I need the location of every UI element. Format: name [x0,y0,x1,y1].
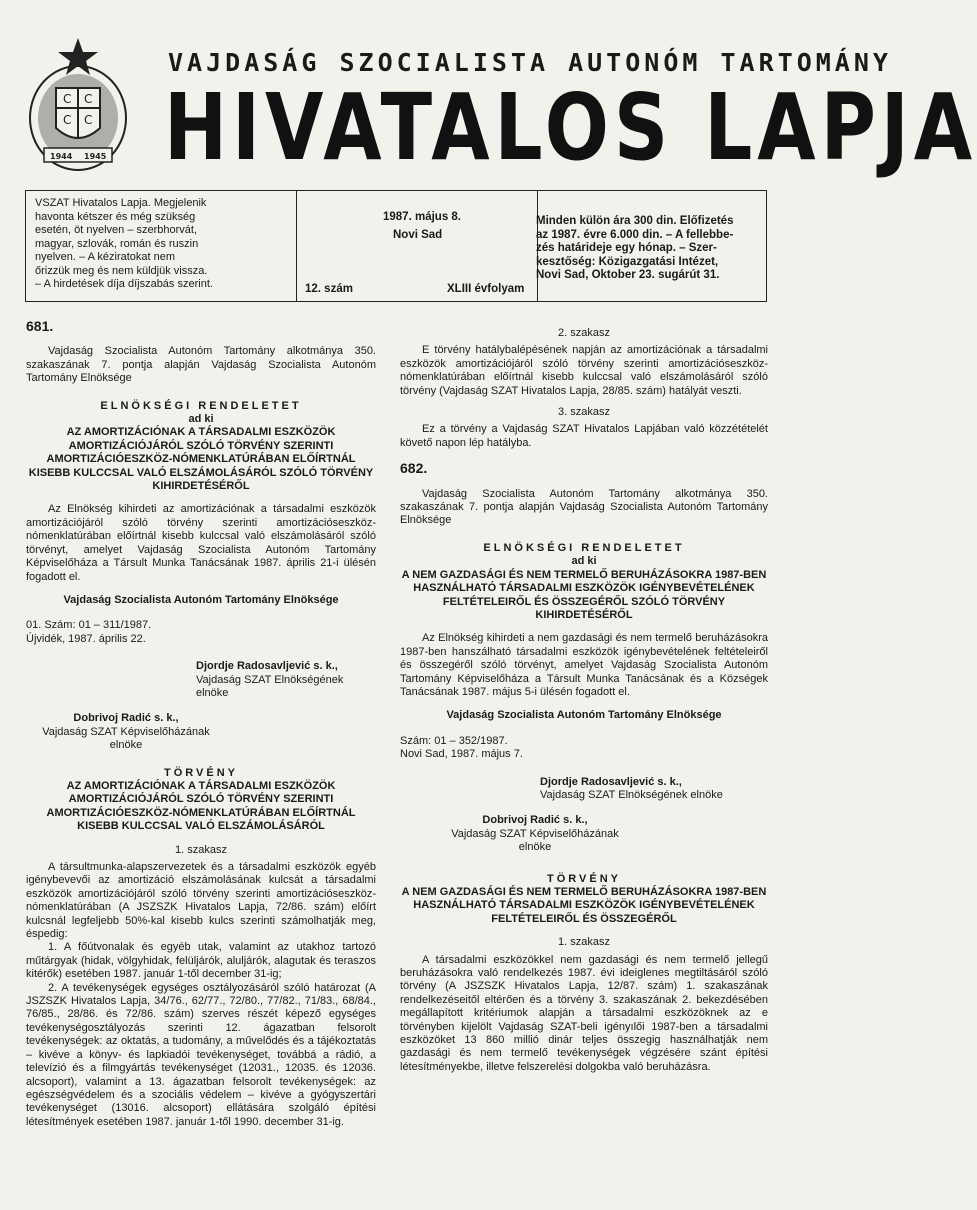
section-2-heading: 2. szakasz [558,327,610,339]
place-date-682: Novi Sad, 1987. május 7. [400,748,523,761]
masthead-title: HIVATALOS LAPJA [164,74,977,181]
law-title: AZ AMORTIZÁCIÓNAK A TÁRSADALMI ESZKÖZÖK AMORTIZÁCIÓJÁRÓL SZÓLÓ TÖRVÉNY SZERINTI AMORTIZÁCIÓESZKÖZ-NÓMENKLATÚRÁBAN ELŐÍRTNÁL KISEBB KULCCSAL VALÓ ELSZÁMOLÁSÁRÓL [46,779,356,833]
issue-info [296,191,538,301]
signature-1-682: Djordje Radosavljević s. k., Vajdaság SZAT Elnökségének elnöke [540,775,723,801]
section-1-item-1: 1. A főútvonalak és egyéb utak, valamint az utakhoz tartozó műtárgyak (hidak, völgyhidak, felüljárók, aluljárók, alagutak és teraszos kitérők) esetében 1987. január 1-től december 31-ig; [26,941,376,981]
item-number-682: 682. [400,460,428,477]
issue-number: 12. szám [305,283,353,295]
left-column [26,320,376,1129]
decree-body-682: Az Elnökség kihirdeti a nem gazdasági és nem termelő beruházásokra 1987-ben hanszálható társadalmi eszközök igénybevételének feltételeiről és összegéről szóló törvényt, amelyet Vajdaság Szocialista Autonóm Tartomány Képviselőháza a Társult Munka Tanácsának és a Községek Tanácsának 1987. május 5-i ülésén fogadott el. [400,632,768,698]
subscription-info: Minden külön ára 300 din. Előfizetés az 1987. évre 6.000 din. – A fellebbe- zés határideje egy hónap. – Szer- kesztőség: Közigazgatási Intézet, Novi Sad, Oktober 23. sugárút 31. [536,215,734,281]
preamble-682: Vajdaság Szocialista Autonóm Tartomány alkotmánya 350. szakaszának 7. pontja alapján Vajdaság Szocialista Autonóm Tartomány Elnöksége [400,487,768,527]
svg-text:C: C [63,113,72,127]
section-1-heading: 1. szakasz [175,843,227,856]
signature-2: Dobrivoj Radić s. k., Vajdaság SZAT Képviselőházának elnöke [42,712,210,752]
issue-date: 1987. május 8. [383,211,461,223]
ad-ki: ad ki [188,413,214,426]
place-date: Újvidék, 1987. április 22. [26,632,146,645]
section-1-body: A társultmunka-alapszervezetek és a társadalmi eszközök egyéb igénybevevői az amortizáció elszámolásának kulcsát a társadalmi eszközök amortizációjáról szóló törvény szerinti amortizációseszköz-nómenklatúrában (A JSZSZK Hivatalos Lapja, 72/86. szám) előírt kulcsnál legfeljebb 50%-kal kisebb kulcs szerinti számolhatják meg, éspedig: [26,861,376,941]
issue-place: Novi Sad [393,229,443,241]
law-heading-682: TÖRVÉNY [547,872,621,885]
signature-1: Djordje Radosavljević s. k., Vajdaság SZAT Elnökségének elnöke [196,660,344,699]
masthead-supertitle: VAJDASÁG SZOCIALISTA AUTONÓM TARTOMÁNY [168,48,892,77]
ad-ki-682: ad ki [571,555,597,568]
coat-of-arms-emblem [26,36,130,176]
section-1-item-2: 2. A tevékenységek egységes osztályozásáról szóló határozat (A JSZSZK Hivatalos Lapja, 34/76., 62/77., 72/80., 77/82., 71/83., 68/84., 76/85., 28/86. és 72/86. szám) szerves részét képező egységes tevékenységosztályozás szerinti 12. ágazatban felsorolt tevékenységek: az oktatás, a tudomány, a művelődés és a tájékoztatás – kivéve a könyv- és lapkiadói tevékenységet, továbbá a rádió, a televízió és a filmgyártás tevékenységet (12031., 12035. és 12036. alcsoport), valamint a 13. ágazatban felsorolt tevékenységek: az egészségvédelem és a szociális védelem – kivéve a gyógyszertári tevékenységet (13016. alcsoport) ellátására szolgáló építési létesítmények esetében 1987. január 1-től 1990. december 31-ig. [26,981,376,1128]
decree-title-682: A NEM GAZDASÁGI ÉS NEM TERMELŐ BERUHÁZÁSOKRA 1987-BEN HASZNÁLHATÓ TÁRSADALMI ESZKÖZÖK IGÉNYBEVÉTELÉNEK FELTÉTELEIRŐL ÉS ÖSSZEGÉRŐL SZÓLÓ TÖRVÉNY KIHIRDETÉSÉRŐL [401,568,767,621]
issue-volume: XLIII évfolyam [447,283,525,295]
law-heading: TÖRVÉNY [164,766,238,779]
svg-text:C: C [84,92,93,106]
decree-title: AZ AMORTIZÁCIÓNAK A TÁRSADALMI ESZKÖZÖK AMORTIZÁCIÓJÁRÓL SZÓLÓ TÖRVÉNY SZERINTI AMORTIZÁCIÓESZKÖZ-NÓMENKLATÚRÁBAN ELŐÍRTNÁL KISEBB KULCCSAL VALÓ ELSZÁMOLÁSÁRÓL SZÓLÓ TÖRVÉNY KIHIRDETÉSÉRŐL [28,426,374,493]
item-number-681: 681. [26,318,54,334]
section-1-body-682: A társadalmi eszközökkel nem gazdasági és nem termelő jellegű beruházásokra való rendelkezés 1987. évi ideiglenes megtiltásáról szóló törvény (A JSZSZK Hivatalos Lapja, 12/87. szám) 1. szakaszának rendelkezéseitől eltérően és a törvény 3. szakaszának 2. bekezdésében megállapított kritériumok alapján a társadalmi eszközöknek az e törvényben kijelölt Vajdaság SZAT-beli igényılői 1987-ben a társadalmi eszközöket 13 860 millió dinár teljes összegig használhatják nem gazdasági és nem termelő tevékenységek végzésére szánt építési létesítményekbe, illetve felszerelési dolgokba való beruházásra. [400,953,768,1073]
section-1-heading-682: 1. szakasz [558,936,610,949]
emblem-year-right: 1945 [84,152,107,161]
publication-notice: VSZAT Hivatalos Lapja. Megjelenik havonta kétszer és még szükség esetén, öt nyelven – szerbhorvát, magyar, szlovák, román és ruszin nyelven. – A kéziratokat nem őrizzük meg és nem küldjük vissza. – A hirdetések díja díjszabás szerint. [35,197,213,290]
preamble: Vajdaság Szocialista Autonóm Tartomány alkotmánya 350. szakaszának 7. pontja alapján Vajdaság Szocialista Autonóm Tartomány Elnöksége [26,345,376,385]
decree-body: Az Elnökség kihirdeti az amortizációnak a társadalmi eszközök amortizációjáról szóló törvény szerinti amortizációseszköz-nómenklatúrában előírtnál kisebb kulccsal való elszámolásáról szóló törvényt, amelyet Vajdaság Szocialista Autonóm Tartomány Képviselőháza a Társult Munka Tanácsának 1987. április 21-i ülésén fogadott el. [26,503,376,583]
section-3-heading: 3. szakasz [558,406,610,419]
section-2-body: E törvény hatálybalépésének napján az amortizációnak a társadalmi eszközök amortizációjáról szóló törvény szerinti amortizációseszköz-nómenklatúrában előírtnál kisebb kulccsal való elszámolásáról szóló törvény (Vajdaság SZAT Hivatalos Lapja, 28/85. szám) hatályát veszti. [400,344,768,397]
law-title-682: A NEM GAZDASÁGI ÉS NEM TERMELŐ BERUHÁZÁSOKRA 1987-BEN HASZNÁLHATÓ TÁRSADALMI ESZKÖZÖK IGÉNYBEVÉTELÉNEK FELTÉTELEIRŐL ÉS ÖSSZEGÉRŐL [401,886,767,925]
signature-2-682: Dobrivoj Radić s. k., Vajdaság SZAT Képviselőházának elnöke [451,814,619,854]
issuer-682: Vajdaság Szocialista Autonóm Tartomány Elnöksége [446,709,722,722]
decree-heading: ELNÖKSÉGI RENDELETET [100,399,302,412]
svg-text:C: C [84,113,93,127]
publication-info-box [25,190,767,302]
reference-number: 01. Szám: 01 – 311/1987. [26,619,152,632]
svg-text:C: C [63,92,72,106]
right-column [400,327,768,1074]
section-3-body: Ez a törvény a Vajdaság SZAT Hivatalos Lapjában való közzétételét követő napon lép hatályba. [400,423,768,449]
emblem-year-left: 1944 [50,152,73,161]
issuer: Vajdaság Szocialista Autonóm Tartomány Elnöksége [63,593,339,606]
decree-heading-682: ELNÖKSÉGI RENDELETET [483,541,685,554]
reference-number-682: Szám: 01 – 352/1987. [400,734,508,747]
